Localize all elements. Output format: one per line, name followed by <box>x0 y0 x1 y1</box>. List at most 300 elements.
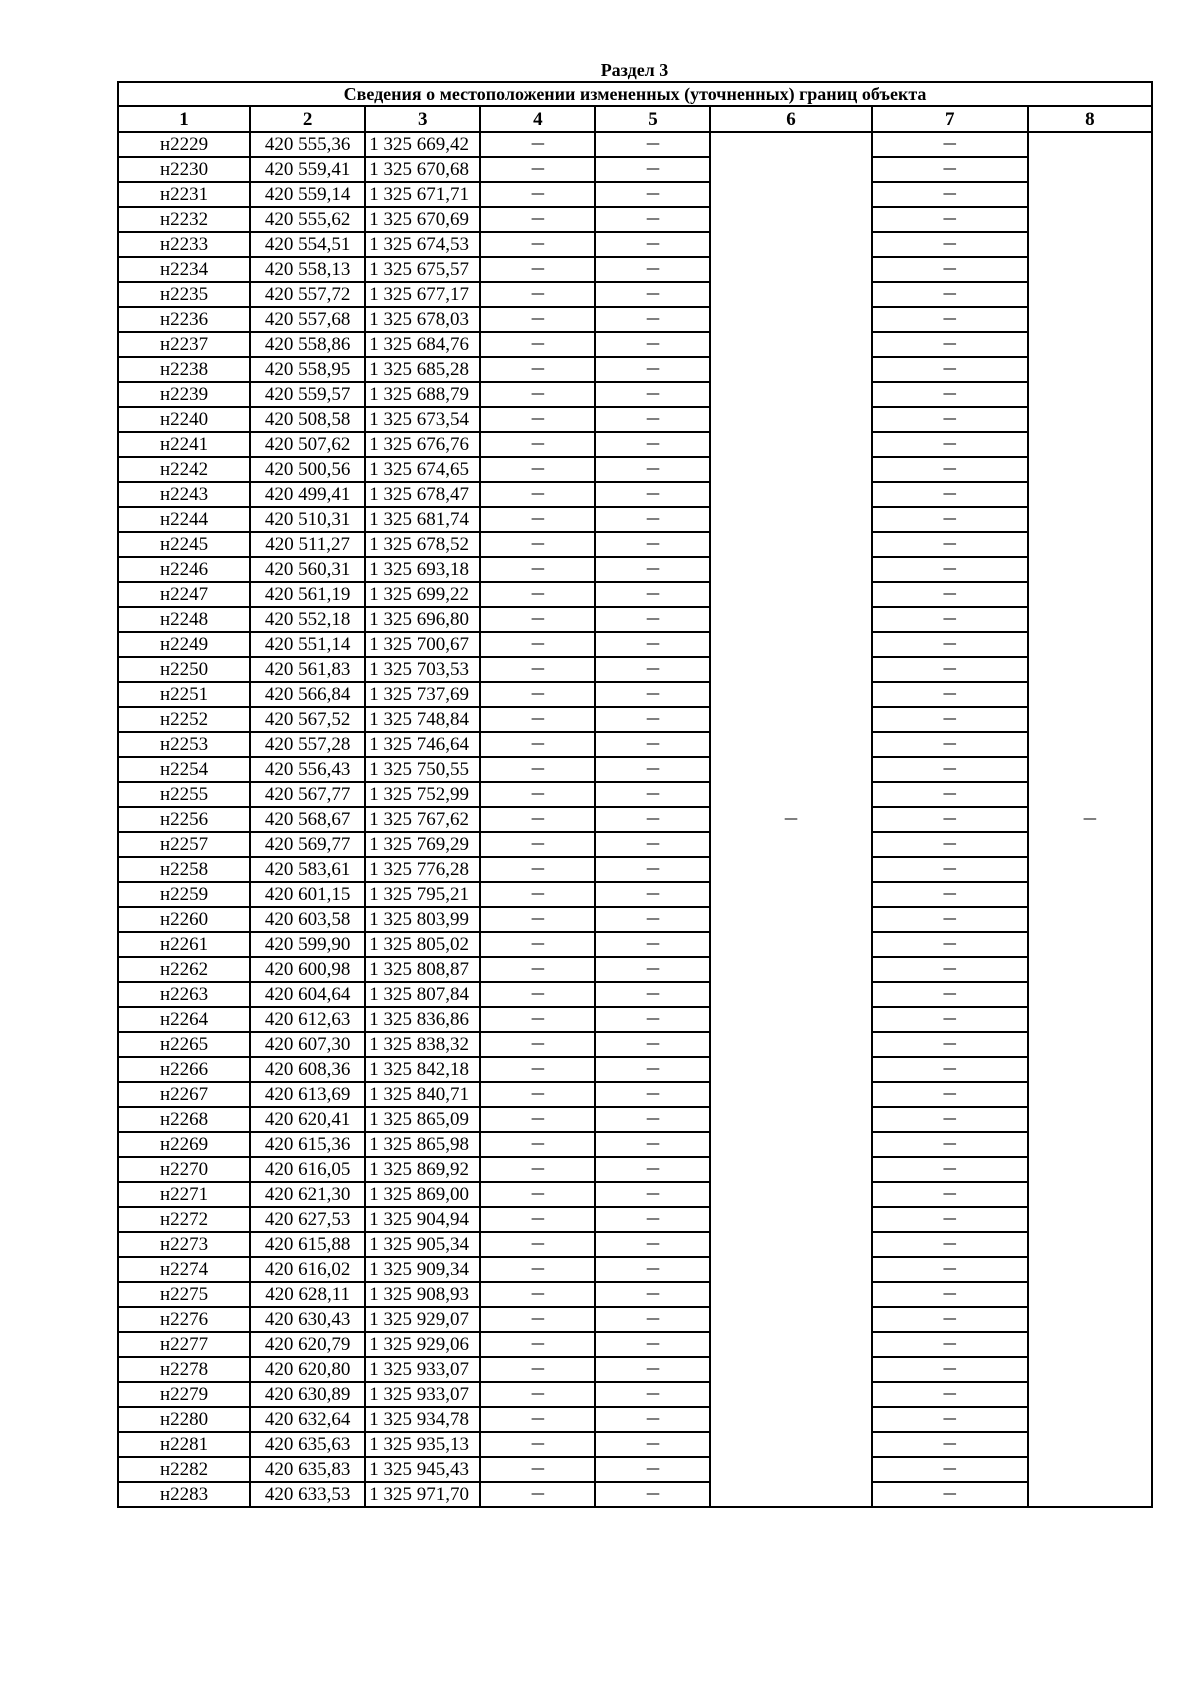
col7-cell: — <box>872 157 1028 182</box>
point-name-cell: н2234 <box>118 257 250 282</box>
table-row <box>118 332 1152 357</box>
y-coordinate-cell: 1 325 776,28 <box>365 857 480 882</box>
col4-cell: — <box>480 1382 595 1407</box>
table-row <box>118 1207 1152 1232</box>
x-coordinate-cell: 420 510,31 <box>250 507 365 532</box>
point-name-cell: н2278 <box>118 1357 250 1382</box>
table-row <box>118 457 1152 482</box>
col4-cell: — <box>480 782 595 807</box>
col5-cell: — <box>595 557 710 582</box>
col4-cell: — <box>480 382 595 407</box>
x-coordinate-cell: 420 608,36 <box>250 1057 365 1082</box>
col7-cell: — <box>872 907 1028 932</box>
col7-cell: — <box>872 207 1028 232</box>
table-row <box>118 932 1152 957</box>
col4-cell: — <box>480 932 595 957</box>
point-name-cell: н2261 <box>118 932 250 957</box>
col4-cell: — <box>480 1032 595 1057</box>
x-coordinate-cell: 420 500,56 <box>250 457 365 482</box>
table-row <box>118 657 1152 682</box>
col7-cell: — <box>872 932 1028 957</box>
col5-cell: — <box>595 907 710 932</box>
x-coordinate-cell: 420 604,64 <box>250 982 365 1007</box>
column-header-2: 2 <box>250 106 365 132</box>
col5-cell: — <box>595 732 710 757</box>
point-name-cell: н2268 <box>118 1107 250 1132</box>
col7-cell: — <box>872 507 1028 532</box>
col7-cell: — <box>872 1407 1028 1432</box>
col7-cell: — <box>872 632 1028 657</box>
point-name-cell: н2272 <box>118 1207 250 1232</box>
y-coordinate-cell: 1 325 693,18 <box>365 557 480 582</box>
table-row <box>118 1332 1152 1357</box>
y-coordinate-cell: 1 325 674,65 <box>365 457 480 482</box>
table-row <box>118 707 1152 732</box>
table-row <box>118 807 1152 832</box>
col7-cell: — <box>872 807 1028 832</box>
table-row <box>118 482 1152 507</box>
col7-cell: — <box>872 407 1028 432</box>
col7-cell: — <box>872 432 1028 457</box>
section-title: Раздел 3 <box>600 60 669 80</box>
col4-cell: — <box>480 632 595 657</box>
y-coordinate-cell: 1 325 685,28 <box>365 357 480 382</box>
col7-cell: — <box>872 1207 1028 1232</box>
col4-cell: — <box>480 732 595 757</box>
col7-cell: — <box>872 1432 1028 1457</box>
col4-cell: — <box>480 532 595 557</box>
y-coordinate-cell: 1 325 803,99 <box>365 907 480 932</box>
col7-cell: — <box>872 682 1028 707</box>
table-row <box>118 1057 1152 1082</box>
y-coordinate-cell: 1 325 933,07 <box>365 1382 480 1407</box>
table-row <box>118 382 1152 407</box>
col5-cell: — <box>595 682 710 707</box>
col5-cell: — <box>595 207 710 232</box>
col4-cell: — <box>480 332 595 357</box>
y-coordinate-cell: 1 325 684,76 <box>365 332 480 357</box>
y-coordinate-cell: 1 325 746,64 <box>365 732 480 757</box>
col7-cell: — <box>872 1182 1028 1207</box>
x-coordinate-cell: 420 557,72 <box>250 282 365 307</box>
col7-cell: — <box>872 607 1028 632</box>
table-row <box>118 1482 1152 1507</box>
y-coordinate-cell: 1 325 935,13 <box>365 1432 480 1457</box>
point-name-cell: н2274 <box>118 1257 250 1282</box>
point-name-cell: н2280 <box>118 1407 250 1432</box>
column-number-row <box>118 106 1152 132</box>
y-coordinate-cell: 1 325 838,32 <box>365 1032 480 1057</box>
point-name-cell: н2235 <box>118 282 250 307</box>
x-coordinate-cell: 420 568,67 <box>250 807 365 832</box>
point-name-cell: н2277 <box>118 1332 250 1357</box>
point-name-cell: н2267 <box>118 1082 250 1107</box>
col5-cell: — <box>595 232 710 257</box>
table-row <box>118 632 1152 657</box>
col5-cell: — <box>595 157 710 182</box>
col7-cell: — <box>872 1282 1028 1307</box>
point-name-cell: н2242 <box>118 457 250 482</box>
col5-cell: — <box>595 132 710 157</box>
col5-cell: — <box>595 932 710 957</box>
y-coordinate-cell: 1 325 869,00 <box>365 1182 480 1207</box>
x-coordinate-cell: 420 556,43 <box>250 757 365 782</box>
x-coordinate-cell: 420 567,52 <box>250 707 365 732</box>
point-name-cell: н2236 <box>118 307 250 332</box>
y-coordinate-cell: 1 325 674,53 <box>365 232 480 257</box>
x-coordinate-cell: 420 511,27 <box>250 532 365 557</box>
point-name-cell: н2259 <box>118 882 250 907</box>
col7-cell: — <box>872 857 1028 882</box>
point-name-cell: н2271 <box>118 1182 250 1207</box>
x-coordinate-cell: 420 558,95 <box>250 357 365 382</box>
table-row <box>118 1357 1152 1382</box>
point-name-cell: н2254 <box>118 757 250 782</box>
col4-cell: — <box>480 907 595 932</box>
point-name-cell: н2244 <box>118 507 250 532</box>
y-coordinate-cell: 1 325 840,71 <box>365 1082 480 1107</box>
point-name-cell: н2237 <box>118 332 250 357</box>
col5-cell: — <box>595 757 710 782</box>
col5-cell: — <box>595 1257 710 1282</box>
y-coordinate-cell: 1 325 678,47 <box>365 482 480 507</box>
point-name-cell: н2260 <box>118 907 250 932</box>
y-coordinate-cell: 1 325 945,43 <box>365 1457 480 1482</box>
col4-cell: — <box>480 1132 595 1157</box>
x-coordinate-cell: 420 633,53 <box>250 1482 365 1507</box>
point-name-cell: н2255 <box>118 782 250 807</box>
col7-cell: — <box>872 832 1028 857</box>
col5-cell: — <box>595 1182 710 1207</box>
point-name-cell: н2256 <box>118 807 250 832</box>
point-name-cell: н2275 <box>118 1282 250 1307</box>
x-coordinate-cell: 420 620,79 <box>250 1332 365 1357</box>
col5-cell: — <box>595 957 710 982</box>
col7-cell: — <box>872 332 1028 357</box>
table-row <box>118 207 1152 232</box>
x-coordinate-cell: 420 583,61 <box>250 857 365 882</box>
col5-cell: — <box>595 832 710 857</box>
table-row <box>118 1457 1152 1482</box>
col7-cell: — <box>872 982 1028 1007</box>
col4-cell: — <box>480 257 595 282</box>
table-row <box>118 1182 1152 1207</box>
col7-cell: — <box>872 1457 1028 1482</box>
col4-cell: — <box>480 1357 595 1382</box>
table-row <box>118 957 1152 982</box>
col7-cell: — <box>872 757 1028 782</box>
col4-cell: — <box>480 807 595 832</box>
col5-cell: — <box>595 457 710 482</box>
col6-merged-cell: — <box>710 132 871 1507</box>
table-row <box>118 307 1152 332</box>
x-coordinate-cell: 420 557,28 <box>250 732 365 757</box>
col4-cell: — <box>480 157 595 182</box>
table-row <box>118 1282 1152 1307</box>
y-coordinate-cell: 1 325 905,34 <box>365 1232 480 1257</box>
table-row <box>118 757 1152 782</box>
col4-cell: — <box>480 1332 595 1357</box>
point-name-cell: н2253 <box>118 732 250 757</box>
col7-cell: — <box>872 382 1028 407</box>
col4-cell: — <box>480 707 595 732</box>
col5-cell: — <box>595 307 710 332</box>
x-coordinate-cell: 420 599,90 <box>250 932 365 957</box>
column-header-3: 3 <box>365 106 480 132</box>
y-coordinate-cell: 1 325 678,52 <box>365 532 480 557</box>
col4-cell: — <box>480 682 595 707</box>
col4-cell: — <box>480 1157 595 1182</box>
table-row <box>118 1407 1152 1432</box>
col5-cell: — <box>595 632 710 657</box>
col4-cell: — <box>480 1107 595 1132</box>
col7-cell: — <box>872 657 1028 682</box>
col5-cell: — <box>595 1432 710 1457</box>
col7-cell: — <box>872 1107 1028 1132</box>
col5-cell: — <box>595 257 710 282</box>
col4-cell: — <box>480 507 595 532</box>
table-row <box>118 407 1152 432</box>
col5-cell: — <box>595 1282 710 1307</box>
col4-cell: — <box>480 207 595 232</box>
x-coordinate-cell: 420 627,53 <box>250 1207 365 1232</box>
col7-cell: — <box>872 457 1028 482</box>
col4-cell: — <box>480 232 595 257</box>
col4-cell: — <box>480 757 595 782</box>
y-coordinate-cell: 1 325 909,34 <box>365 1257 480 1282</box>
table-row <box>118 1232 1152 1257</box>
x-coordinate-cell: 420 612,63 <box>250 1007 365 1032</box>
col5-cell: — <box>595 1407 710 1432</box>
x-coordinate-cell: 420 560,31 <box>250 557 365 582</box>
column-header-8: 8 <box>1028 106 1152 132</box>
y-coordinate-cell: 1 325 671,71 <box>365 182 480 207</box>
y-coordinate-cell: 1 325 807,84 <box>365 982 480 1007</box>
col5-cell: — <box>595 1307 710 1332</box>
x-coordinate-cell: 420 552,18 <box>250 607 365 632</box>
table-row <box>118 532 1152 557</box>
x-coordinate-cell: 420 566,84 <box>250 682 365 707</box>
x-coordinate-cell: 420 615,36 <box>250 1132 365 1157</box>
table-row <box>118 682 1152 707</box>
y-coordinate-cell: 1 325 805,02 <box>365 932 480 957</box>
col5-cell: — <box>595 1232 710 1257</box>
y-coordinate-cell: 1 325 675,57 <box>365 257 480 282</box>
col4-cell: — <box>480 1282 595 1307</box>
col7-cell: — <box>872 1157 1028 1182</box>
table-row <box>118 1257 1152 1282</box>
x-coordinate-cell: 420 561,83 <box>250 657 365 682</box>
col4-cell: — <box>480 1432 595 1457</box>
point-name-cell: н2257 <box>118 832 250 857</box>
y-coordinate-cell: 1 325 934,78 <box>365 1407 480 1432</box>
x-coordinate-cell: 420 558,13 <box>250 257 365 282</box>
y-coordinate-cell: 1 325 795,21 <box>365 882 480 907</box>
col7-cell: — <box>872 532 1028 557</box>
col4-cell: — <box>480 1057 595 1082</box>
y-coordinate-cell: 1 325 696,80 <box>365 607 480 632</box>
col5-cell: — <box>595 1357 710 1382</box>
point-name-cell: н2252 <box>118 707 250 732</box>
col5-cell: — <box>595 657 710 682</box>
col4-cell: — <box>480 1207 595 1232</box>
x-coordinate-cell: 420 628,11 <box>250 1282 365 1307</box>
col7-cell: — <box>872 582 1028 607</box>
x-coordinate-cell: 420 601,15 <box>250 882 365 907</box>
x-coordinate-cell: 420 620,41 <box>250 1107 365 1132</box>
col4-cell: — <box>480 132 595 157</box>
point-name-cell: н2249 <box>118 632 250 657</box>
col5-cell: — <box>595 1007 710 1032</box>
col4-cell: — <box>480 1007 595 1032</box>
col7-cell: — <box>872 132 1028 157</box>
col7-cell: — <box>872 482 1028 507</box>
table-row <box>118 507 1152 532</box>
point-name-cell: н2247 <box>118 582 250 607</box>
y-coordinate-cell: 1 325 681,74 <box>365 507 480 532</box>
col4-cell: — <box>480 182 595 207</box>
col5-cell: — <box>595 182 710 207</box>
col7-cell: — <box>872 1257 1028 1282</box>
col5-cell: — <box>595 1457 710 1482</box>
x-coordinate-cell: 420 600,98 <box>250 957 365 982</box>
table-row <box>118 557 1152 582</box>
x-coordinate-cell: 420 551,14 <box>250 632 365 657</box>
col8-merged-cell: — <box>1028 132 1152 1507</box>
y-coordinate-cell: 1 325 767,62 <box>365 807 480 832</box>
table-row <box>118 607 1152 632</box>
col5-cell: — <box>595 707 710 732</box>
table-row <box>118 1382 1152 1407</box>
y-coordinate-cell: 1 325 677,17 <box>365 282 480 307</box>
col4-cell: — <box>480 407 595 432</box>
point-name-cell: н2263 <box>118 982 250 1007</box>
column-header-4: 4 <box>480 106 595 132</box>
x-coordinate-cell: 420 499,41 <box>250 482 365 507</box>
x-coordinate-cell: 420 603,58 <box>250 907 365 932</box>
col7-cell: — <box>872 557 1028 582</box>
col4-cell: — <box>480 457 595 482</box>
table-row <box>118 732 1152 757</box>
x-coordinate-cell: 420 607,30 <box>250 1032 365 1057</box>
col4-cell: — <box>480 1232 595 1257</box>
y-coordinate-cell: 1 325 842,18 <box>365 1057 480 1082</box>
table-row <box>118 132 1152 157</box>
x-coordinate-cell: 420 559,41 <box>250 157 365 182</box>
boundary-coordinates-table <box>117 81 1153 1508</box>
y-coordinate-cell: 1 325 748,84 <box>365 707 480 732</box>
table-row <box>118 782 1152 807</box>
y-coordinate-cell: 1 325 699,22 <box>365 582 480 607</box>
col4-cell: — <box>480 282 595 307</box>
y-coordinate-cell: 1 325 700,67 <box>365 632 480 657</box>
y-coordinate-cell: 1 325 670,69 <box>365 207 480 232</box>
column-header-5: 5 <box>595 106 710 132</box>
table-row <box>118 1307 1152 1332</box>
col7-cell: — <box>872 282 1028 307</box>
y-coordinate-cell: 1 325 865,09 <box>365 1107 480 1132</box>
y-coordinate-cell: 1 325 752,99 <box>365 782 480 807</box>
point-name-cell: н2245 <box>118 532 250 557</box>
table-row <box>118 182 1152 207</box>
x-coordinate-cell: 420 615,88 <box>250 1232 365 1257</box>
point-name-cell: н2232 <box>118 207 250 232</box>
x-coordinate-cell: 420 616,05 <box>250 1157 365 1182</box>
col7-cell: — <box>872 257 1028 282</box>
table-row <box>118 832 1152 857</box>
y-coordinate-cell: 1 325 703,53 <box>365 657 480 682</box>
y-coordinate-cell: 1 325 971,70 <box>365 1482 480 1507</box>
y-coordinate-cell: 1 325 676,76 <box>365 432 480 457</box>
table-row <box>118 1132 1152 1157</box>
col7-cell: — <box>872 882 1028 907</box>
table-row <box>118 432 1152 457</box>
y-coordinate-cell: 1 325 678,03 <box>365 307 480 332</box>
col4-cell: — <box>480 957 595 982</box>
col5-cell: — <box>595 1207 710 1232</box>
col5-cell: — <box>595 1382 710 1407</box>
x-coordinate-cell: 420 561,19 <box>250 582 365 607</box>
table-row <box>118 1032 1152 1057</box>
point-name-cell: н2250 <box>118 657 250 682</box>
point-name-cell: н2233 <box>118 232 250 257</box>
table-row <box>118 232 1152 257</box>
col4-cell: — <box>480 1482 595 1507</box>
x-coordinate-cell: 420 613,69 <box>250 1082 365 1107</box>
x-coordinate-cell: 420 635,63 <box>250 1432 365 1457</box>
x-coordinate-cell: 420 559,57 <box>250 382 365 407</box>
col5-cell: — <box>595 982 710 1007</box>
x-coordinate-cell: 420 554,51 <box>250 232 365 257</box>
point-name-cell: н2229 <box>118 132 250 157</box>
col5-cell: — <box>595 807 710 832</box>
point-name-cell: н2265 <box>118 1032 250 1057</box>
point-name-cell: н2262 <box>118 957 250 982</box>
table-row <box>118 357 1152 382</box>
col5-cell: — <box>595 507 710 532</box>
col4-cell: — <box>480 657 595 682</box>
point-name-cell: н2269 <box>118 1132 250 1157</box>
x-coordinate-cell: 420 559,14 <box>250 182 365 207</box>
col7-cell: — <box>872 1232 1028 1257</box>
col7-cell: — <box>872 732 1028 757</box>
point-name-cell: н2273 <box>118 1232 250 1257</box>
col5-cell: — <box>595 782 710 807</box>
table-row <box>118 907 1152 932</box>
col5-cell: — <box>595 1107 710 1132</box>
y-coordinate-cell: 1 325 669,42 <box>365 132 480 157</box>
y-coordinate-cell: 1 325 673,54 <box>365 407 480 432</box>
col4-cell: — <box>480 1307 595 1332</box>
point-name-cell: н2258 <box>118 857 250 882</box>
point-name-cell: н2246 <box>118 557 250 582</box>
x-coordinate-cell: 420 558,86 <box>250 332 365 357</box>
x-coordinate-cell: 420 621,30 <box>250 1182 365 1207</box>
y-coordinate-cell: 1 325 670,68 <box>365 157 480 182</box>
table-caption: Сведения о местоположении измененных (уточненных) границ объекта <box>118 82 1152 106</box>
col7-cell: — <box>872 1307 1028 1332</box>
point-name-cell: н2264 <box>118 1007 250 1032</box>
table-row <box>118 1432 1152 1457</box>
col7-cell: — <box>872 307 1028 332</box>
col4-cell: — <box>480 357 595 382</box>
y-coordinate-cell: 1 325 929,07 <box>365 1307 480 1332</box>
y-coordinate-cell: 1 325 688,79 <box>365 382 480 407</box>
col5-cell: — <box>595 1057 710 1082</box>
col4-cell: — <box>480 882 595 907</box>
col4-cell: — <box>480 832 595 857</box>
y-coordinate-cell: 1 325 769,29 <box>365 832 480 857</box>
